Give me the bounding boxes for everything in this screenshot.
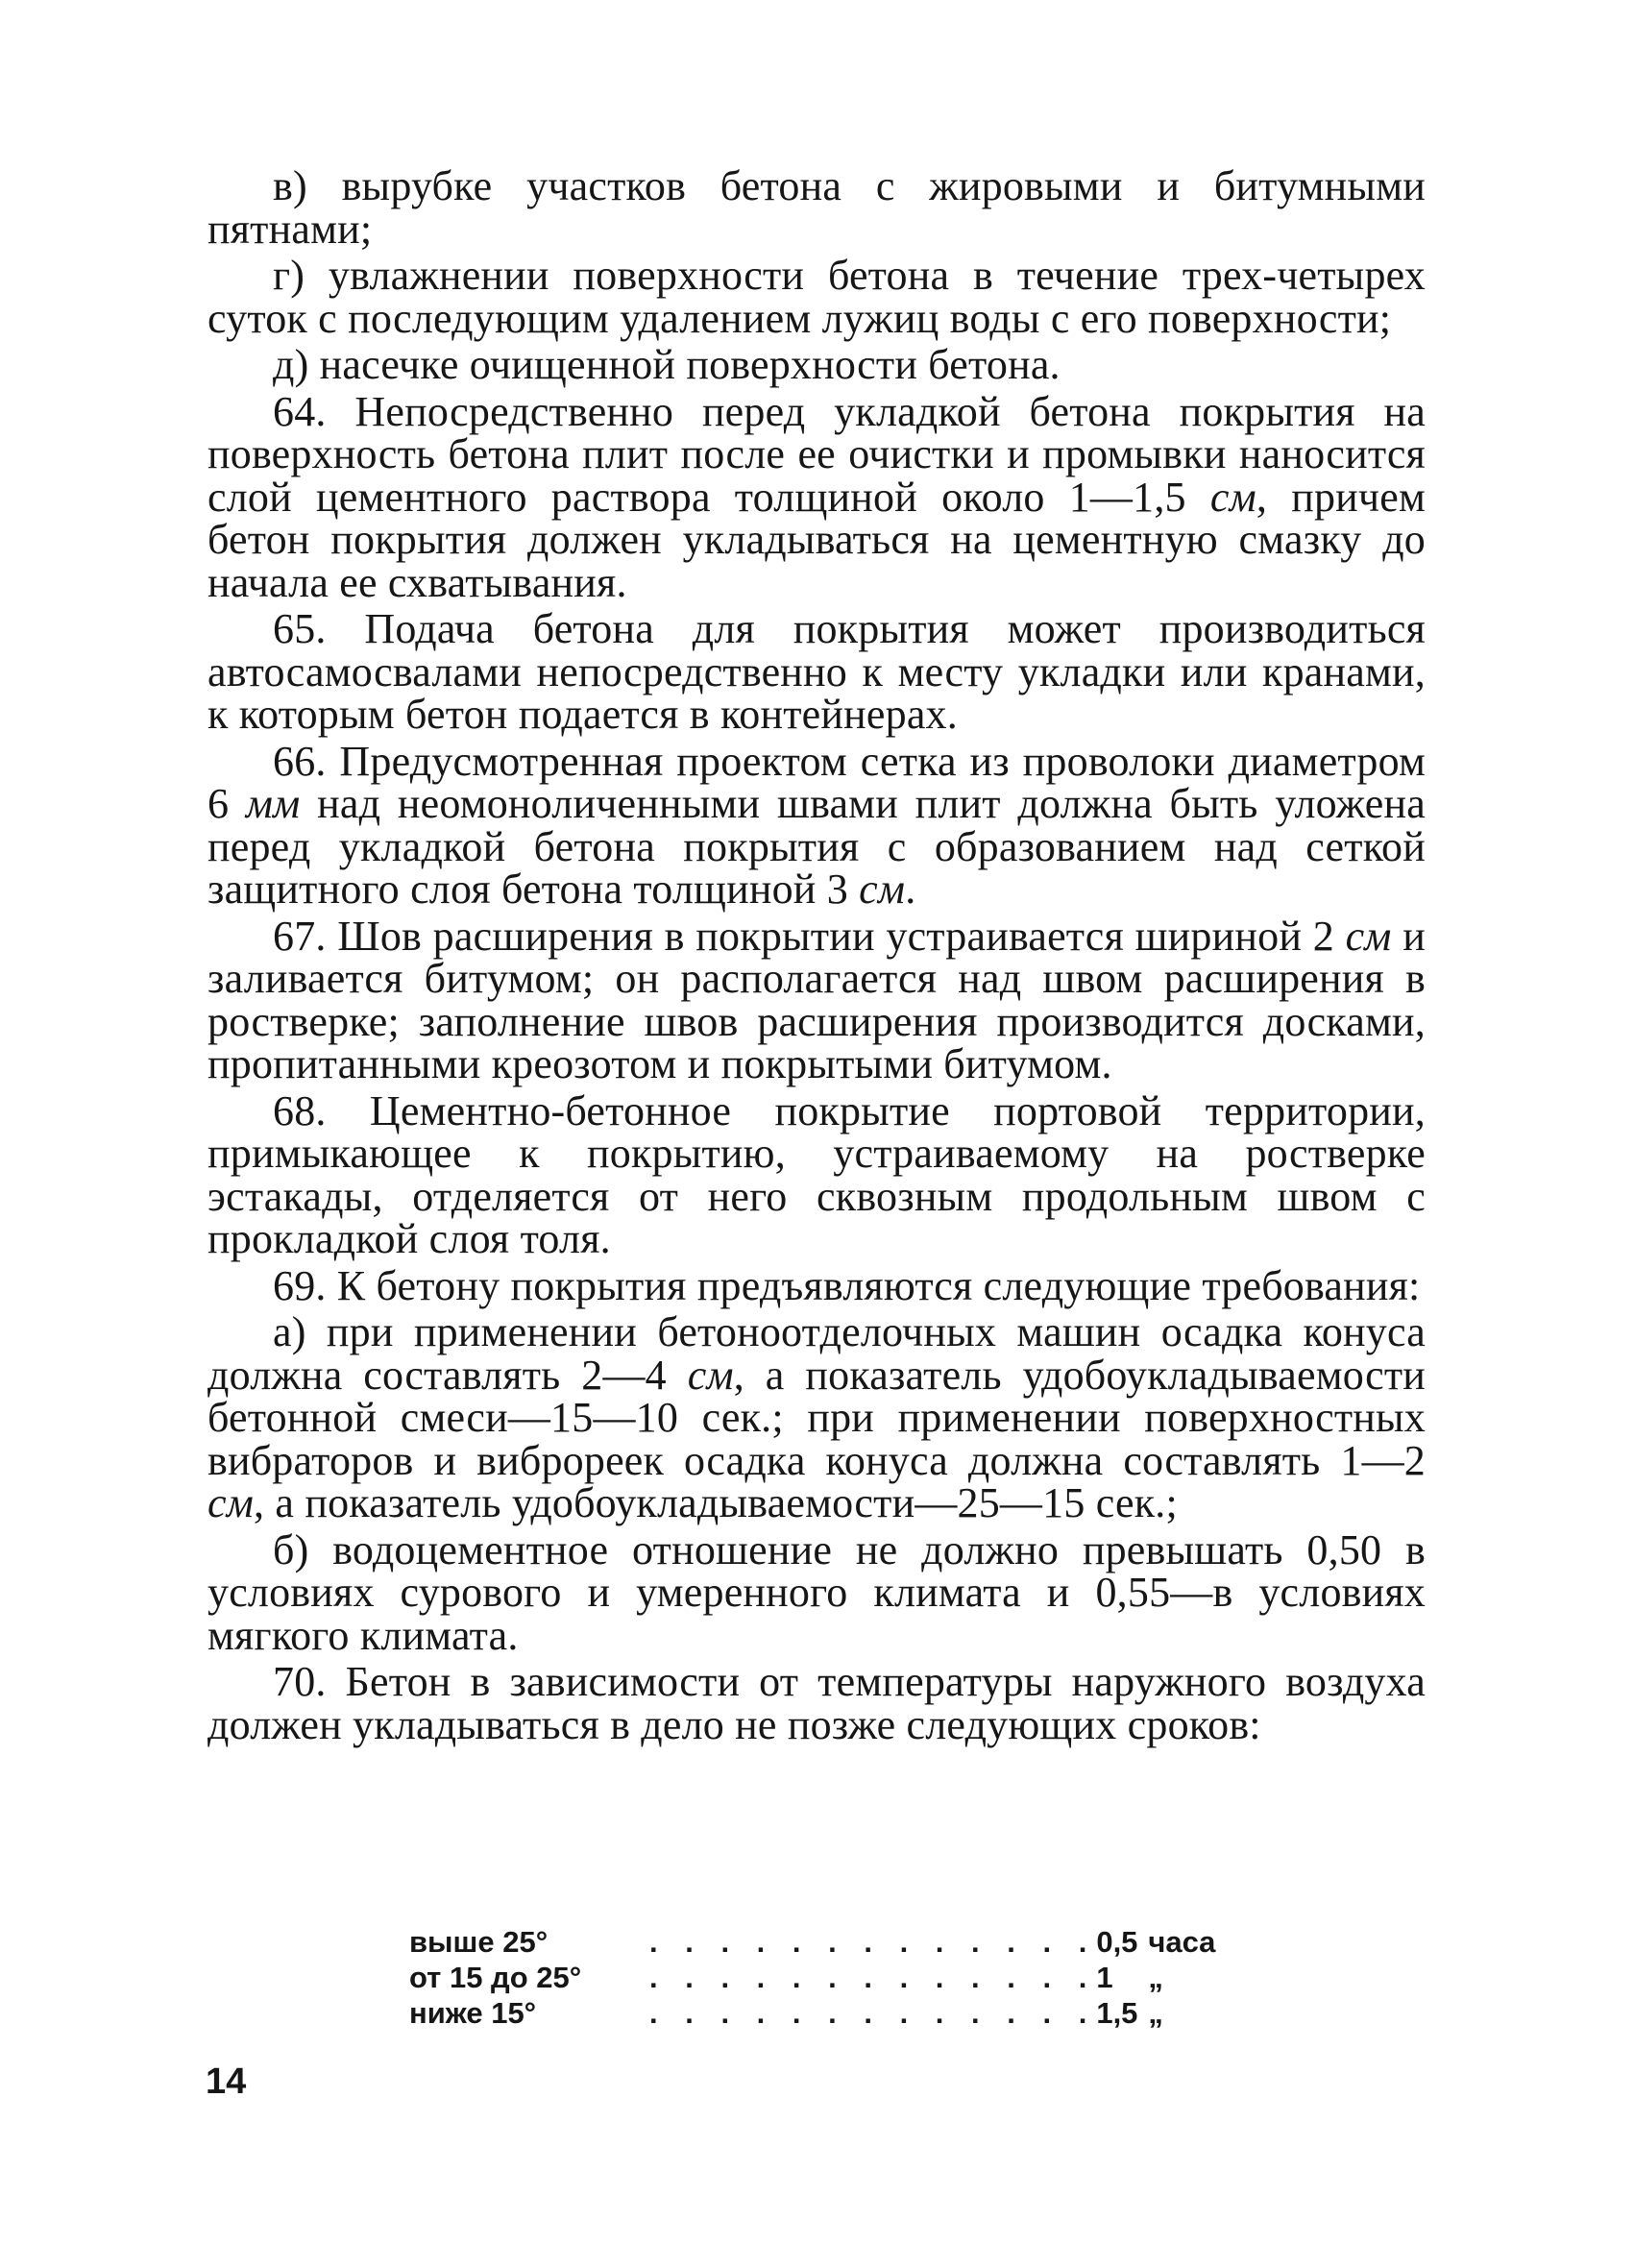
temperature-label: выше 25° bbox=[409, 1925, 549, 1959]
time-row bbox=[409, 1924, 1235, 1960]
paragraph bbox=[207, 1308, 1427, 1526]
time-row bbox=[409, 1995, 1235, 2031]
paragraph-text: 70. Бетон в зависимости от температуры наружного воздуха должен укладываться в дело не позже следующих сроков: bbox=[207, 1658, 1426, 1748]
unit-text: см bbox=[207, 1479, 255, 1526]
paragraph bbox=[207, 387, 1426, 606]
paragraph bbox=[207, 912, 1426, 1087]
leader-dots: . . . . . . . . . . . . . bbox=[649, 1996, 1097, 2030]
paragraph bbox=[207, 341, 1426, 388]
unit-text: см bbox=[1209, 473, 1256, 521]
time-row bbox=[409, 1960, 1235, 1995]
paragraph-text: , причем бетон покрытия должен укладываться на цементную смазку до начала ее схватывания. bbox=[207, 473, 1426, 606]
temperature-label: ниже 15° bbox=[409, 1996, 537, 2030]
paragraph bbox=[207, 252, 1426, 342]
leader-dots: . . . . . . . . . . . . . bbox=[649, 1961, 1097, 1994]
paragraph-text: 65. Подача бетона для покрытия может производиться автосамосвалами непосредственно к месту укладки или кранами, к которым бетон подается в контейнерах. bbox=[207, 605, 1426, 738]
time-value: 0,5 bbox=[1096, 1925, 1138, 1959]
paragraph-text: , а показатель удобоукладываемости бетонной смеси—15—10 сек.; при применении поверхностных вибраторов и виброреек осадка конуса должна составлять 1—2 bbox=[207, 1351, 1427, 1484]
unit-text: мм bbox=[245, 780, 301, 827]
paragraph-text: 66. Предусмотренная проектом сетка из проволоки диаметром 6 bbox=[207, 737, 1426, 827]
time-value: 1,5 bbox=[1096, 1996, 1138, 2030]
paragraph-text: и заливается битумом; он располагается над швом расширения в ростверке; заполнение швов расширения производится досками, пропитанными креозотом и покрытыми битумом. bbox=[207, 912, 1426, 1087]
paragraph-text: а) при применении бетоноотделочных машин осадка конуса должна составлять 2—4 bbox=[207, 1308, 1426, 1399]
paragraph-text: 69. К бетону покрытия предъявляются следующие требования: bbox=[273, 1261, 1421, 1309]
paragraph-text: над неомоноличенными швами плит должна быть уложена перед укладкой бетона покрытия с образованием над сеткой защитного слоя бетона толщиной 3 bbox=[207, 780, 1426, 913]
time-unit: „ bbox=[1148, 1961, 1163, 1994]
paragraph bbox=[207, 737, 1426, 913]
temperature-label: от 15 до 25° bbox=[409, 1961, 582, 1994]
paragraph-text: б) водоцементное отношение не должно превышать 0,50 в условиях сурового и умеренного климата и 0,55—в условиях мягкого климата. bbox=[207, 1525, 1426, 1659]
paragraph-text: г) увлажнении поверхности бетона в течение трех-четырех суток с последующим удалением лужиц воды с его поверхности; bbox=[207, 252, 1426, 342]
unit-text: см bbox=[859, 866, 906, 913]
paragraph-text: д) насечке очищенной поверхности бетона. bbox=[273, 341, 1061, 388]
paragraph-text: . bbox=[905, 866, 916, 913]
body-text bbox=[207, 162, 1427, 1750]
page-number: 14 bbox=[206, 2061, 247, 2102]
unit-text: см bbox=[687, 1351, 734, 1399]
paragraph bbox=[207, 605, 1426, 738]
paragraph bbox=[207, 1086, 1426, 1262]
paragraph-text: 67. Шов расширения в покрытии устраивается шириной 2 bbox=[273, 912, 1346, 960]
paragraph bbox=[207, 162, 1426, 253]
paragraph bbox=[207, 1525, 1426, 1659]
leader-dots: . . . . . . . . . . . . . bbox=[649, 1925, 1097, 1959]
placement-time-table bbox=[409, 1924, 1235, 2031]
paragraph-text: 68. Цементно-бетонное покрытие портовой территории, примыкающее к покрытию, устраиваемому на ростверке эстакады, отделяется от него сквозным продольным швом с прокладкой слоя толя. bbox=[207, 1086, 1426, 1262]
paragraph-text: , а показатель удобоукладываемости—25—15 сек.; bbox=[254, 1479, 1178, 1526]
time-unit: „ bbox=[1148, 1996, 1163, 2030]
time-value: 1 bbox=[1096, 1961, 1113, 1994]
time-unit: часа bbox=[1148, 1925, 1216, 1959]
paragraph-text: в) вырубке участков бетона с жировыми и битумными пятнами; bbox=[207, 162, 1426, 253]
unit-text: см bbox=[1345, 912, 1392, 960]
paragraph-text: 64. Непосредственно перед укладкой бетона покрытия на поверхность бетона плит после ее очистки и промывки наносится слой цементного раствора толщиной около 1—1,5 bbox=[207, 387, 1426, 521]
paragraph bbox=[207, 1261, 1426, 1309]
paragraph bbox=[207, 1658, 1426, 1748]
